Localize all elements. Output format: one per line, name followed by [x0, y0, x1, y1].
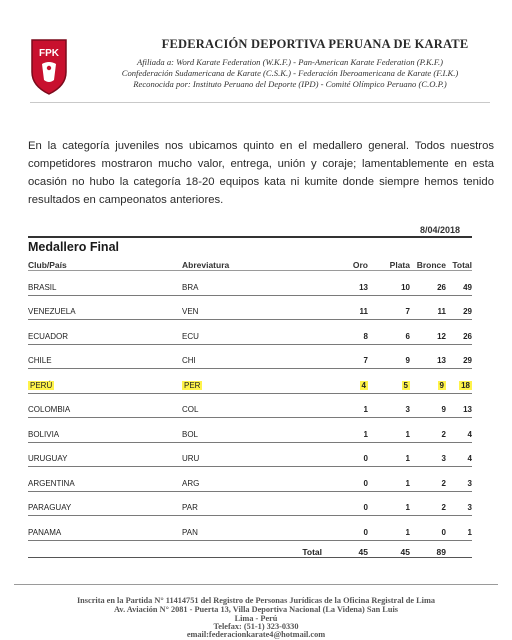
table-row: [28, 296, 472, 321]
cell-club: COLOMBIA: [28, 405, 71, 414]
cell-abbr: VEN: [182, 307, 199, 316]
header-plata: Plata: [389, 260, 410, 270]
footer-telefax: Telefax: (51-1) 323-0330: [213, 622, 299, 631]
totals-bronce: 89: [436, 546, 446, 557]
cell-abbr: CHI: [182, 356, 196, 365]
highlight-mark: PERÚ: [30, 380, 53, 390]
cell-total: 13: [463, 405, 472, 414]
cell-plata: 3: [405, 405, 410, 414]
cell-oro: 8: [363, 331, 368, 341]
cell-oro: 7: [363, 356, 368, 365]
table-row: [28, 516, 472, 541]
table-row: [28, 345, 472, 370]
cell-club: URUGUAY: [28, 454, 68, 463]
affiliation-line-1: Afiliada a: Word Karate Federation (W.K.F.) - Pan-American Karate Federation (P.K.F.): [136, 57, 443, 67]
header-oro: Oro: [352, 260, 368, 270]
footer-address: Av. Aviación N° 2081 - Puerta 13, Villa Deportiva Nacional (La Videna) San Luis: [114, 605, 398, 614]
cell-bronce: 9: [441, 405, 446, 414]
cell-plata: 10: [401, 282, 410, 292]
totals-label: Total: [302, 546, 322, 557]
letterhead: [0, 0, 512, 110]
totals-oro: 45: [358, 546, 368, 557]
cell-plata: [368, 381, 410, 390]
footer-registry: Inscrita en la Partida N° 11414751 del Registro de Personas Jurídicas de la Oficina Registral de Lima: [76, 596, 436, 605]
medal-table: [28, 236, 472, 558]
header-abbr: Abreviatura: [182, 260, 230, 270]
cell-total: 4: [467, 429, 472, 439]
cell-club: PARAGUAY: [28, 503, 72, 512]
cell-plata: 1: [405, 478, 410, 488]
table-header-row: [28, 256, 472, 271]
cell-plata: 1: [405, 454, 410, 463]
cell-total: 29: [463, 356, 472, 365]
cell-oro: 0: [363, 503, 368, 512]
header-total: Total: [452, 260, 472, 270]
cell-club: CHILE: [28, 356, 52, 365]
cell-abbr: ECU: [182, 331, 199, 341]
table-row: [28, 492, 472, 517]
highlight-mark: 18: [461, 380, 470, 390]
cell-abbr: BOL: [182, 429, 199, 439]
cell-total: 1: [467, 527, 472, 537]
header-club: Club/País: [28, 260, 67, 270]
cell-bronce: 0: [441, 527, 446, 537]
highlight-mark: 9: [439, 380, 444, 390]
cell-abbr: ARG: [182, 478, 200, 488]
cell-total: 29: [463, 307, 472, 316]
cell-abbr: COL: [182, 405, 199, 414]
table-body: [28, 271, 472, 541]
cell-oro: 11: [359, 307, 368, 316]
cell-oro: 0: [363, 454, 368, 463]
cell-bronce: 12: [437, 331, 446, 341]
cell-club: PANAMA: [28, 527, 62, 537]
cell-total: 4: [467, 454, 472, 463]
affiliation-line-2: Confederación Sudamericana de Karate (C.S.K.) - Federación Iberoamericana de Karate (F.I.K.): [121, 68, 459, 78]
table-row: [28, 418, 472, 443]
table-row: [28, 320, 472, 345]
cell-oro: 0: [363, 527, 368, 537]
footer-email: email:federacionkarate4@hotmail.com: [186, 630, 326, 639]
cell-plata: 7: [405, 307, 410, 316]
cell-bronce: 13: [437, 356, 446, 365]
fpk-logo-icon: [30, 38, 68, 96]
cell-club: VENEZUELA: [28, 307, 76, 316]
table-row: [28, 394, 472, 419]
cell-oro: 1: [363, 405, 368, 414]
cell-bronce: 3: [441, 454, 446, 463]
org-title: FEDERACIÓN DEPORTIVA PERUANA DE KARATE: [161, 37, 469, 51]
totals-plata: 45: [400, 546, 410, 557]
highlight-mark: PER: [184, 380, 201, 390]
highlight-mark: 5: [403, 380, 408, 390]
cell-club: ECUADOR: [28, 331, 69, 341]
logo-text: FPK: [39, 48, 59, 59]
cell-club: BOLIVIA: [28, 429, 60, 439]
affiliation-line-3: Reconocida por: Instituto Peruano del Deporte (IPD) - Comité Olímpico Peruano (C.O.P.): [133, 79, 447, 89]
highlight-mark: 4: [361, 380, 366, 390]
table-row: [28, 467, 472, 492]
cell-total: 49: [463, 282, 472, 292]
cell-bronce: 11: [437, 307, 446, 316]
table-row: [28, 369, 472, 394]
cell-bronce: [410, 381, 446, 390]
cell-club: [28, 381, 182, 390]
cell-club: BRASIL: [28, 282, 57, 292]
cell-bronce: 2: [441, 478, 446, 488]
cell-bronce: 2: [441, 429, 446, 439]
table-title: Medallero Final: [28, 236, 472, 256]
cell-bronce: 2: [441, 503, 446, 512]
cell-total: [446, 381, 472, 390]
cell-oro: 0: [363, 478, 368, 488]
cell-oro: [322, 381, 368, 390]
cell-abbr: [182, 381, 322, 390]
footer-divider: [14, 584, 498, 585]
cell-total: 3: [467, 478, 472, 488]
header-bronce: Bronce: [416, 260, 446, 270]
cell-plata: 9: [405, 356, 410, 365]
table-date: 8/04/2018: [420, 225, 461, 235]
cell-plata: 1: [405, 503, 410, 512]
cell-oro: 1: [363, 429, 368, 439]
cell-plata: 1: [405, 527, 410, 537]
header-divider: [30, 102, 490, 103]
cell-abbr: BRA: [182, 282, 199, 292]
cell-plata: 1: [405, 429, 410, 439]
totals-row: [28, 541, 472, 558]
table-row: [28, 271, 472, 296]
cell-plata: 6: [405, 331, 410, 341]
cell-total: 26: [463, 331, 472, 341]
report-paragraph: En la categoría juveniles nos ubicamos quinto en el medallero general. Todos nuestros competidores mostraron mucho valor, entrega, unión y coraje; lamentablemente en esta ocasión no hubo la categoría 18-20 equipos kata ni kumite donde siempre hemos tenido resultados en campeonatos anteriores.: [28, 140, 494, 206]
cell-bronce: 26: [437, 282, 446, 292]
cell-abbr: URU: [182, 454, 200, 463]
footer-city: Lima - Perú: [234, 614, 278, 623]
table-row: [28, 443, 472, 468]
cell-total: 3: [467, 503, 472, 512]
cell-abbr: PAN: [182, 527, 198, 537]
cell-oro: 13: [359, 282, 368, 292]
cell-club: ARGENTINA: [28, 478, 75, 488]
cell-abbr: PAR: [182, 503, 198, 512]
